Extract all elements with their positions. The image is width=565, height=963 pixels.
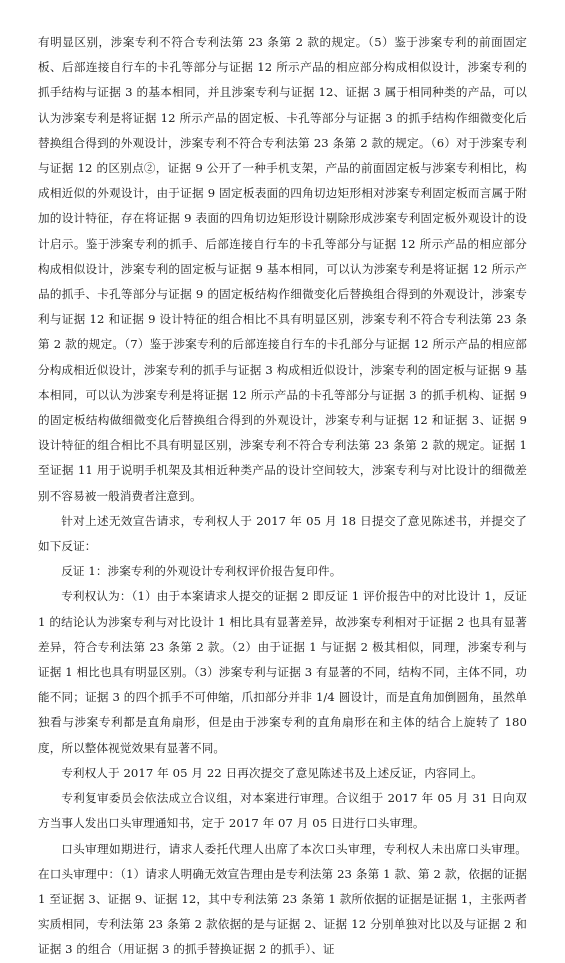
paragraph-2: 针对上述无效宣告请求，专利权人于 2017 年 05 月 18 日提交了意见陈述书，并提交了如下反证： [38, 513, 527, 554]
paragraph-5: 专利权人于 2017 年 05 月 22 日再次提交了意见陈述书及上述反证，内容同上。 [61, 765, 483, 780]
paragraph-7: 口头审理如期进行，请求人委托代理人出席了本次口头审理，专利权人未出席口头审理。在口头审理中：（1）请求人明确无效宣告理由是专利法第 23 条第 1 款、第 2 款，依据的证据 1 至证据 3、证据 9、证据 12，其中专利法第 23 条第 1 款所依据的证据是证据 1，主张两者实质相同，专利法第 23 条第 2 款依据的是与证据 2、证据 12 分别单独对比以及与证据 2 和证据 3 的组合（用证据 3 的抓手替换证据 2 的抓手）、证 [38, 841, 527, 957]
paragraph-4: 专利权认为：（1）由于本案请求人提交的证据 2 即反证 1 评价报告中的对比设计 1，反证 1 的结论认为涉案专利与对比设计 1 相比具有显著差异，故涉案专利相对于证据 2 也具有显著差异，符合专利法第 23 条第 2 款。（2）由于证据 1 与证据 2 极其相似，同理，涉案专利与证据 1 相比也具有明显区别。（3）涉案专利与证据 3 有显著的不同，结构不同，主体不同，功能不同；证据 3 的四个抓手不可伸缩，爪扣部分并非 1/4 圆设计，而是直角加倒圆角，虽然单独看与涉案专利都是直角扇形，但是由于涉案专利的直角扇形在和主体的结合上旋转了 180 度，所以整体视觉效果有显著不同。 [38, 589, 527, 755]
paragraph-1: 有明显区别，涉案专利不符合专利法第 23 条第 2 款的规定。（5）鉴于涉案专利的前面固定板、后部连接自行车的卡孔等部分与证据 12 所示产品的相应部分构成相似设计，涉案专利的抓手结构与证据 3 的基本相同，并且涉案专利与证据 12、证据 3 属于相同种类的产品，可以认为涉案专利是将证据 12 所示产品的固定板、卡孔等部分与证据 3 的抓手结构作细微变化后替换组合得到的外观设计，涉案专利不符合专利法第 23 条第 2 款的规定。（6）对于涉案专利与证据 12 的区别点②，证据 9 公开了一种手机支架，产品的前面固定板与涉案专利相比，构成相近似的外观设计，由于证据 9 固定板表面的四角切边矩形相对涉案专利固定板而言属于附加的设计特征，存在将证据 9 表面的四角切边矩形设计剔除形成涉案专利固定板外观设计的设计启示。鉴于涉案专利的抓手、后部连接自行车的卡孔等部分与证据 12 所示产品的相应部分构成相似设计，涉案专利的固定板与证据 9 基本相同，可以认为涉案专利是将证据 12 所示产品的抓手、卡孔等部分与证据 9 的固定板结构作细微变化后替换组合得到的外观设计，涉案专利与证据 12 和证据 9 设计特征的组合相比不具有明显区别，涉案专利不符合专利法第 23 条第 2 款的规定。（7）鉴于涉案专利的后部连接自行车的卡孔部分与证据 12 所示产品的相应部分构成相近似设计，涉案专利的抓手与证据 3 构成相近似设计，涉案专利的固定板与证据 9 基本相同，可以认为涉案专利是将证据 12 所示产品的卡孔等部分与证据 3 的抓手机构、证据 9 的固定板结构做细微变化后替换组合得到的外观设计，涉案专利与证据 12 和证据 3、证据 9 设计特征的组合相比不具有明显区别，涉案专利不符合专利法第 23 条第 2 款的规定。证据 1 至证据 11 用于说明手机架及其相近种类产品的设计空间较大，涉案专利与对比设计的细微差别不容易被一般消费者注意到。 [38, 35, 527, 503]
paragraph-6: 专利复审委员会依法成立合议组，对本案进行审理。合议组于 2017 年 05 月 31 日向双方当事人发出口头审理通知书，定于 2017 年 07 月 05 日进行口头审理。 [38, 791, 527, 831]
paragraph-3: 反证 1：涉案专利的外观设计专利权评价报告复印件。 [61, 564, 342, 579]
